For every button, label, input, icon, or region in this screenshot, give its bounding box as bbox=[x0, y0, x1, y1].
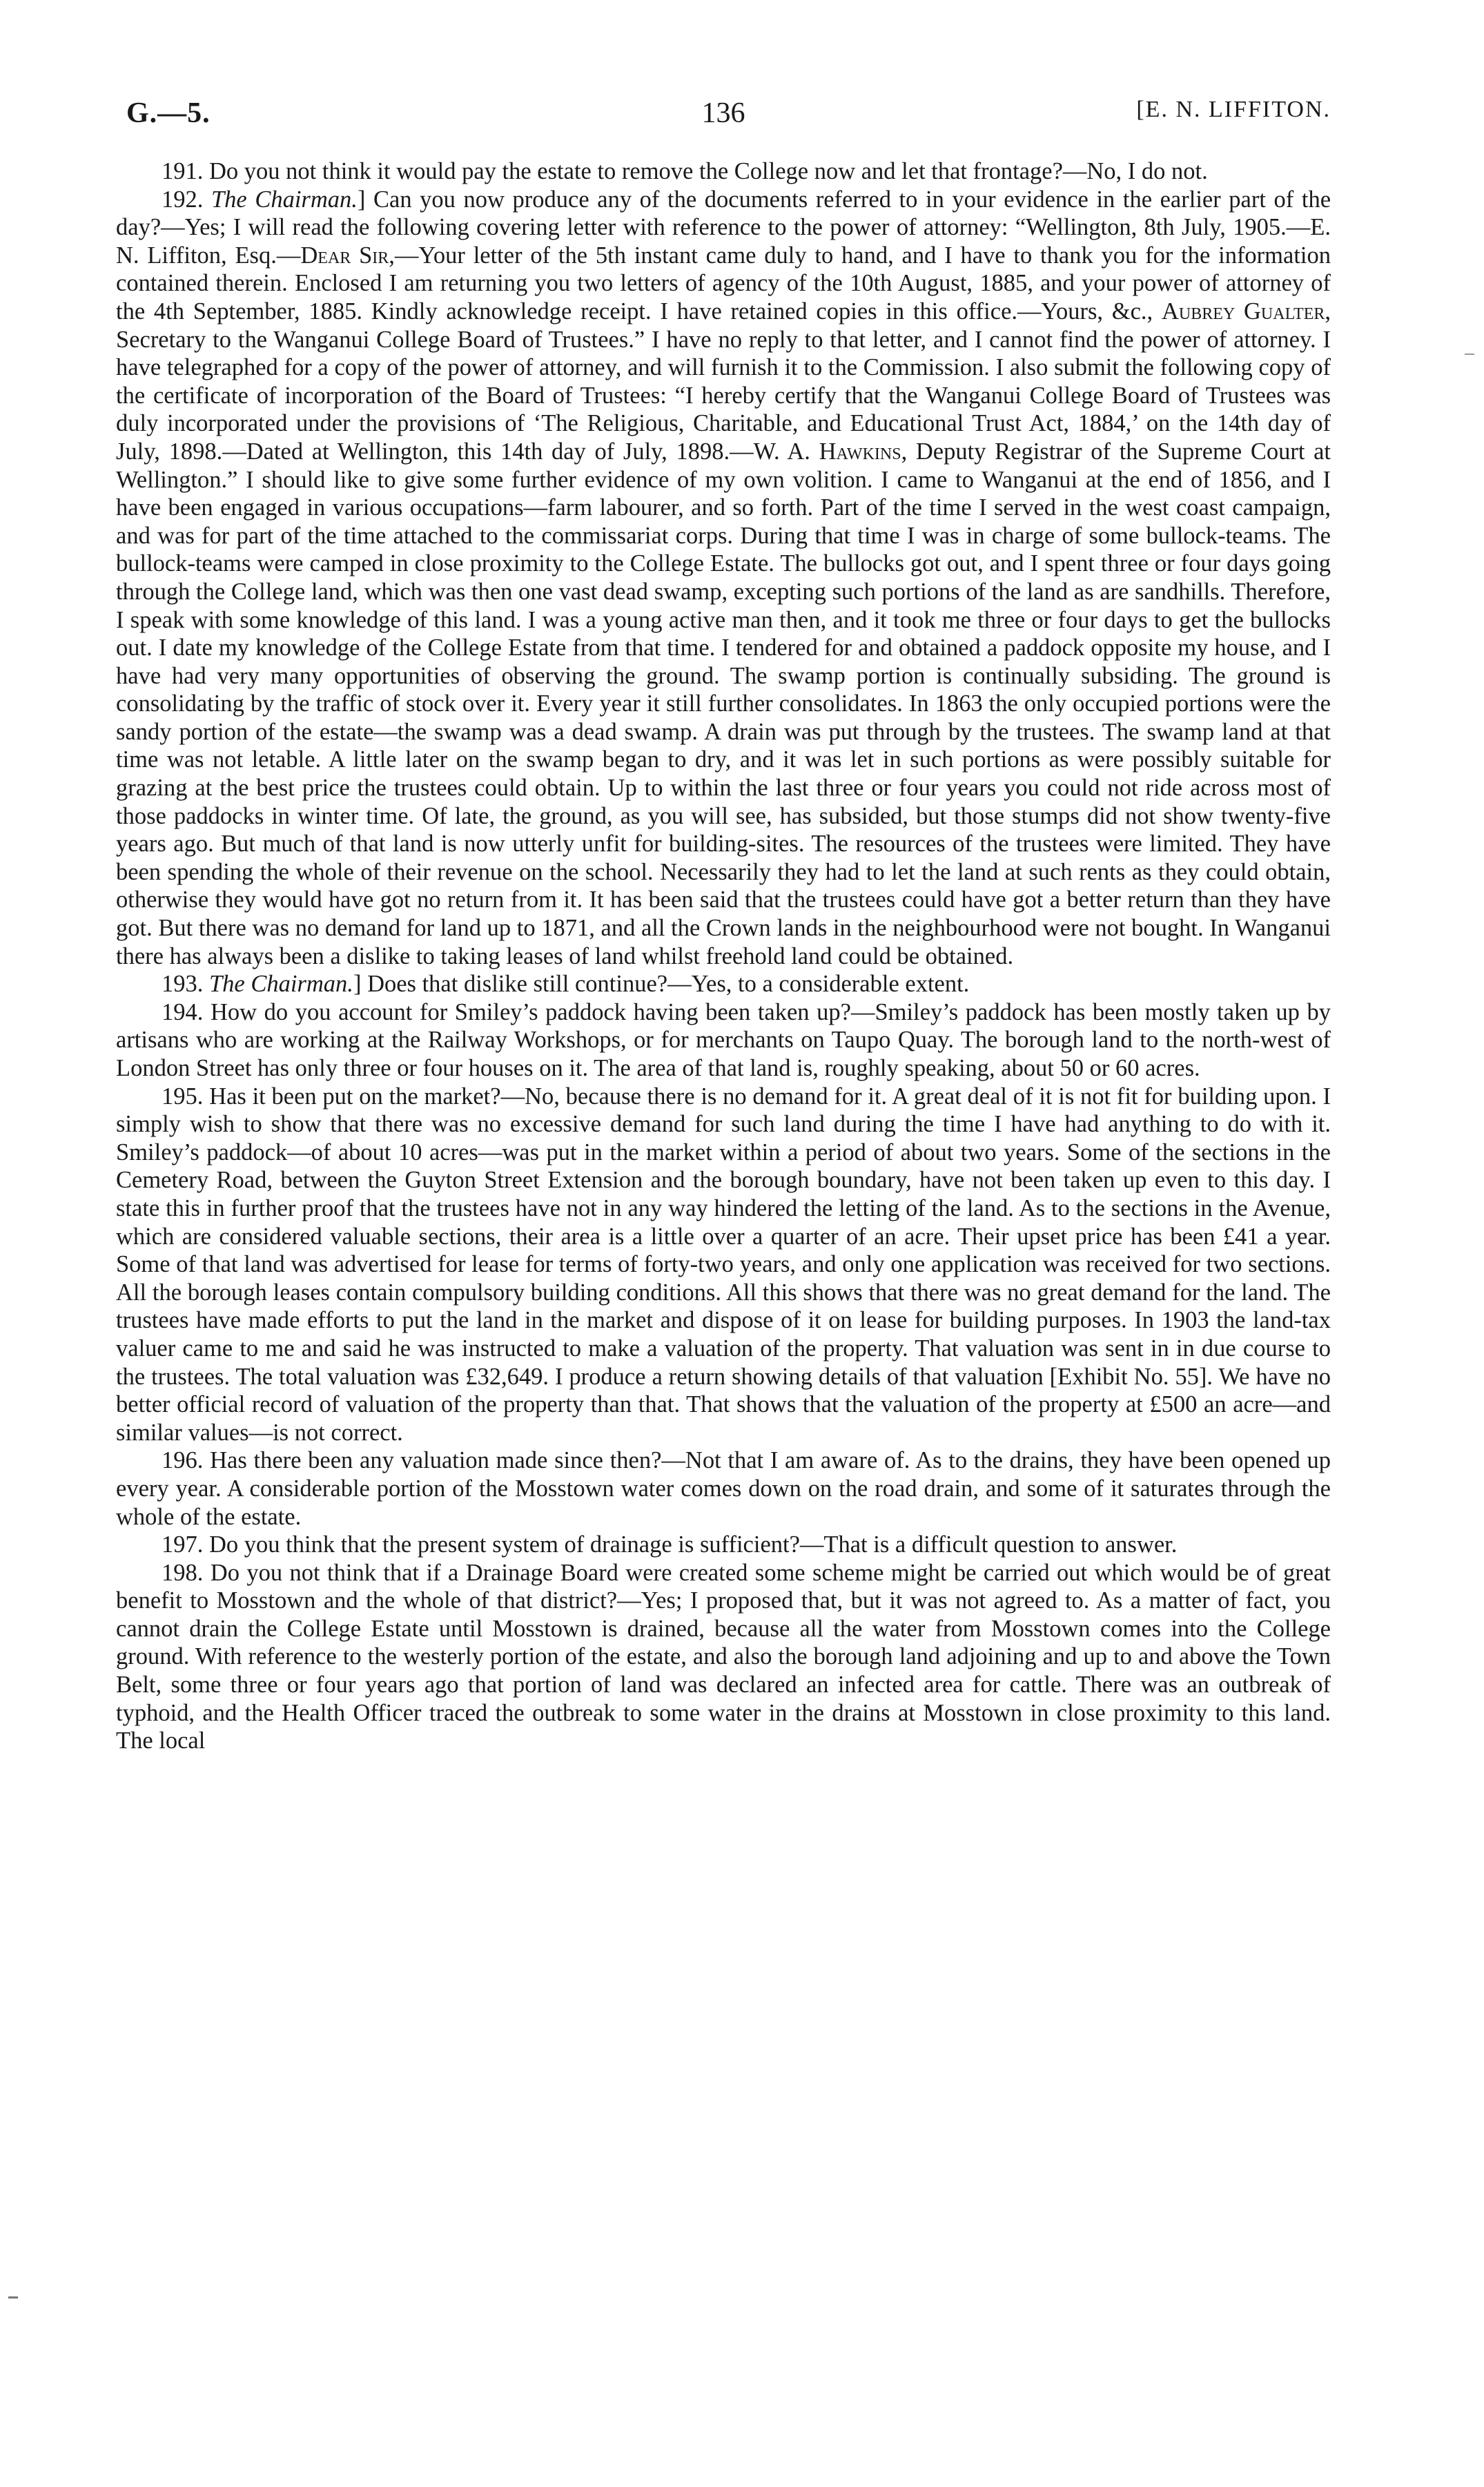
speaker-bracket: ] bbox=[353, 971, 362, 998]
question-text-continued: , Deputy Registrar of the Supreme Court at Wellington.” I should like to give some further evidence of my own volition. I came to Wanganui at the end of 1856, and I have been engaged in various occupations—farm labourer, and so forth. Part of the time I served in the west coast campaign, and was for part of the time attached to the commissariat corps. During that time I was in charge of some bullock-teams. The bullock-teams were camped in close proximity to the College Estate. The bullocks got out, and I spent three or four days going through the College land, which was then one vast dead swamp, excepting such portions of the land as are sandhills. Therefore, I speak with some knowledge of this land. I was a young active man then, and it took me three or four days to get the bullocks out. I date my knowledge of the College Estate from that time. I tendered for and obtained a paddock opposite my house, and I have had very many opportunities of observing the ground. The swamp portion is continually subsiding. The ground is consolidating by the traffic of stock over it. Every year it still further consolidates. In 1863 the only occupied portions were the sandy portion of the estate—the swamp was a dead swamp. A drain was put through by the trustees. The swamp land at that time was not letable. A little later on the swamp began to dry, and it was let in such portions as were possibly suitable for grazing at the best price the trustees could obtain. Up to within the last three or four years you could not ride across most of those paddocks in winter time. Of late, the ground, as you will see, has subsided, but those stumps did not show twenty-five years ago. But much of that land is now utterly unfit for building-sites. The resources of the trustees were limited. They have been spending the whole of their revenue on the school. Necessarily they had to let the land at such rents as they could obtain, otherwise they would have got no return from it. It has been said that the trustees could have got a better return than they have got. But there was no demand for land up to 1871, and all the Crown lands in the neighbourhood were not bought. In Wanganui there has always been a dislike to taking leases of land whilst freehold land could be obtained. bbox=[116, 438, 1331, 969]
question-196 bbox=[116, 1446, 1331, 1531]
question-text: Do you think that the present system of drainage is sufficient?—That is a difficult question to answer. bbox=[209, 1531, 1178, 1558]
question-198 bbox=[116, 1559, 1331, 1755]
speaker-label: The Chairman. bbox=[211, 186, 358, 213]
question-text-continued: ,—Your letter of the 5th instant came duly to hand, and I have to thank you for the information contained therein. Enclosed I am returning you two letters of agency of the 10th August, 1885, and your power of attorney of the 4th September, 1885. Kindly acknowledge receipt. I have retained copies in this office.—Yours, &c., bbox=[116, 242, 1331, 325]
signatory-name: Aubrey Gualter bbox=[1161, 298, 1325, 325]
witness-name-header: [E. N. LIFFITON. bbox=[1136, 97, 1331, 122]
question-192 bbox=[116, 186, 1331, 971]
document-page bbox=[116, 97, 1331, 1755]
question-text: Has it been put on the market?—No, because there is no demand for it. A great deal of it is not fit for building upon. I simply wish to show that there was no excessive demand for such land during the time I have had anything to do with it. Smiley’s paddock—of about 10 acres—was put in the market within a period of about two years. Some of the sections in the Cemetery Road, between the Guyton Street Extension and the borough boundary, have not been taken up even to this day. I state this in further proof that the trustees have not in any way hindered the letting of the land. As to the sections in the Avenue, which are considered valuable sections, their area is a little over a quarter of an acre. Their upset price has been £41 a year. Some of that land was advertised for lease for terms of forty-two years, and only one application was received for two sections. All the borough leases contain compulsory building conditions. All this shows that there was no great demand for the land. The trustees have made efforts to put the land in the market and dispose of it on lease for building purposes. In 1903 the land-tax valuer came to me and said he was instructed to make a valuation of the property. That valuation was sent in in due course to the trustees. The total valuation was £32,649. I produce a return showing details of that valuation [Exhibit No. 55]. We have no better official record of valuation of the property than that. That shows that the valuation of the property at £500 an acre—and similar values—is not correct. bbox=[116, 1083, 1331, 1446]
registrar-name: Hawkins bbox=[819, 438, 901, 465]
margin-tick-mark bbox=[1465, 354, 1474, 355]
question-number: 192. bbox=[162, 186, 204, 213]
question-number: 191. bbox=[162, 158, 204, 184]
salutation: Dear Sir bbox=[300, 242, 389, 269]
speaker-label: The Chairman. bbox=[209, 971, 353, 998]
question-text: Does that dislike still continue?—Yes, to a considerable extent. bbox=[367, 971, 970, 998]
parliamentary-paper-reference: G.—5. bbox=[126, 97, 211, 129]
question-number: 196. bbox=[162, 1447, 204, 1474]
question-197 bbox=[116, 1531, 1331, 1559]
question-text: Do you not think it would pay the estate to remove the College now and let that frontage?—No, I do not. bbox=[209, 158, 1208, 184]
question-number: 197. bbox=[162, 1531, 204, 1558]
question-number: 198. bbox=[162, 1559, 204, 1586]
question-text: Has there been any valuation made since then?—Not that I am aware of. As to the drains, they have been opened up every year. A considerable portion of the Mosstown water comes down on the road drain, and some of it saturates through the whole of the estate. bbox=[116, 1447, 1331, 1530]
question-text: Can you now produce any of the documents referred to in your evidence in the earlier part of the day?—Yes; I will read the following covering letter with reference to the power of attorney: “Wellington, 8th July, 1905.—E. N. Liffiton, Esq.— bbox=[116, 186, 1331, 269]
testimony-body bbox=[116, 157, 1331, 1755]
question-number: 195. bbox=[162, 1083, 204, 1110]
page-header bbox=[116, 97, 1331, 152]
question-191 bbox=[116, 157, 1331, 186]
question-text: How do you account for Smiley’s paddock having been taken up?—Smiley’s paddock has been mostly taken up by artisans who are working at the Railway Workshops, or for merchants on Taupo Quay. The borough land to the north-west of London Street has only three or four houses on it. The area of that land is, roughly speaking, about 50 or 60 acres. bbox=[116, 998, 1331, 1081]
page-number: 136 bbox=[701, 97, 745, 129]
question-number: 194. bbox=[162, 998, 204, 1025]
question-text-continued: , Secretary to the Wanganui College Board of Trustees.” I have no reply to that letter, and I cannot find the power of attorney. I have telegraphed for a copy of the power of attorney, and will furnish it to the Commission. I also submit the following copy of the certificate of incorporation of the Board of Trustees: “I hereby certify that the Wanganui College Board of Trustees was duly incorporated under the provisions of ‘The Religious, Charitable, and Educational Trust Act, 1884,’ on the 14th day of July, 1898.—Dated at Wellington, this 14th day of July, 1898.—W. A. bbox=[116, 298, 1331, 465]
speaker-bracket: ] bbox=[357, 186, 366, 213]
question-193 bbox=[116, 970, 1331, 998]
margin-dot-mark bbox=[8, 2296, 18, 2299]
question-195 bbox=[116, 1083, 1331, 1447]
question-number: 193. bbox=[162, 971, 204, 998]
question-text: Do you not think that if a Drainage Board were created some scheme might be carried out which would be of great benefit to Mosstown and the whole of that district?—Yes; I proposed that, but it was not agreed to. As a matter of fact, you cannot drain the College Estate until Mosstown is drained, because all the water from Mosstown comes into the College ground. With reference to the westerly portion of the estate, and also the borough land adjoining and up to and above the Town Belt, some three or four years ago that portion of land was declared an infected area for cattle. There was an outbreak of typhoid, and the Health Officer traced the outbreak to some water in the drains at Mosstown in close proximity to this land. The local bbox=[116, 1559, 1331, 1754]
question-194 bbox=[116, 998, 1331, 1083]
